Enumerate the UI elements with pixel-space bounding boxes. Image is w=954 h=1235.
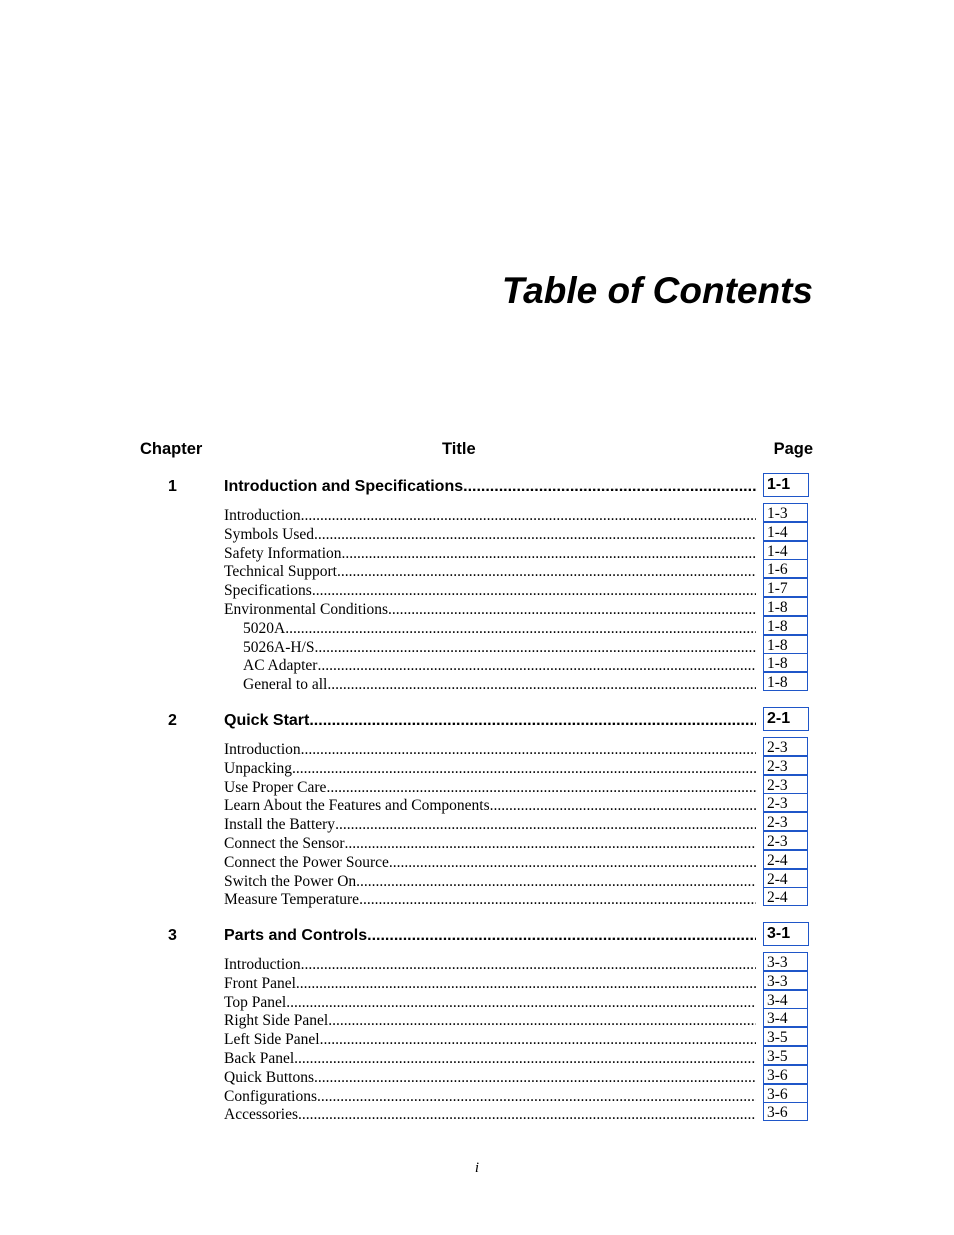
dot-leader: [328, 1012, 756, 1030]
chapter-title: Introduction and Specifications: [224, 478, 464, 495]
section-title: Introduction: [224, 741, 301, 758]
chapter-entry: [0, 478, 954, 500]
section-title: Technical Support: [224, 563, 337, 581]
dot-leader: [337, 563, 756, 581]
section-page-link[interactable]: 1-6: [763, 559, 808, 578]
section-entry: [0, 563, 954, 582]
dot-leader: [317, 657, 756, 675]
dot-leader: [389, 854, 756, 872]
section-entry: [0, 601, 954, 620]
dot-leader: [309, 712, 756, 730]
section-entry: [0, 891, 954, 910]
chapter-number: 2: [168, 712, 177, 729]
section-title: Specifications: [224, 582, 312, 600]
section-title: Introduction: [224, 507, 301, 524]
section-page-link[interactable]: 1-8: [763, 616, 808, 635]
section-title: General to all: [243, 676, 328, 694]
section-title: Top Panel: [224, 993, 287, 1011]
section-page-link[interactable]: 1-3: [763, 503, 808, 522]
section-title: Accessories: [224, 1106, 299, 1124]
section-title: Quick Buttons: [224, 1068, 314, 1086]
dot-leader: [317, 1088, 756, 1106]
chapter-number: 1: [168, 478, 177, 495]
dot-leader: [327, 676, 756, 694]
dot-leader: [312, 582, 756, 600]
section-title: Right Side Panel: [224, 1012, 329, 1030]
section-entry: [0, 1012, 954, 1031]
section-page-link[interactable]: 2-4: [763, 869, 808, 888]
section-entry: [0, 657, 954, 676]
dot-leader: [367, 927, 756, 945]
dot-leader: [320, 1031, 756, 1049]
section-title: 5026A-H/S: [243, 638, 315, 656]
section-entry: [0, 676, 954, 695]
dot-leader: [463, 478, 756, 496]
section-title: Left Side Panel: [224, 1031, 320, 1049]
section-page-link[interactable]: 3-5: [763, 1027, 808, 1046]
section-page-link[interactable]: 2-3: [763, 756, 808, 775]
section-title: Unpacking: [224, 759, 293, 777]
section-page-link[interactable]: 2-3: [763, 831, 808, 850]
chapter-page-link[interactable]: 1-1: [763, 473, 809, 497]
section-entry: [0, 523, 954, 545]
chapter-title: Quick Start: [224, 712, 310, 729]
dot-leader: [292, 760, 756, 778]
dot-leader: [359, 891, 756, 909]
section-entry: [0, 972, 954, 994]
section-page-link[interactable]: 3-5: [763, 1046, 808, 1065]
section-entry: [0, 507, 954, 526]
section-entry: [0, 851, 954, 873]
dot-leader: [294, 1050, 756, 1068]
section-page-link[interactable]: 1-4: [763, 541, 808, 560]
section-entry: [0, 741, 954, 760]
section-entry: [0, 1106, 954, 1125]
section-page-link[interactable]: 1-8: [763, 653, 808, 672]
dot-leader: [301, 741, 756, 759]
dot-leader: [298, 1106, 756, 1124]
section-page-link[interactable]: 3-3: [763, 952, 808, 971]
dot-leader: [285, 620, 756, 638]
section-entry: [0, 542, 954, 564]
section-page-link[interactable]: 1-4: [763, 522, 808, 541]
section-page-link[interactable]: 2-4: [763, 887, 808, 906]
page-title: Table of Contents: [501, 270, 813, 311]
section-page-link[interactable]: 3-4: [763, 990, 808, 1009]
chapter-entry: [0, 712, 954, 734]
chapter-entry: [0, 927, 954, 949]
section-entry: [0, 617, 954, 639]
chapter-page-link[interactable]: 2-1: [763, 707, 809, 731]
section-entry: [0, 1066, 954, 1088]
section-title: Environmental Conditions: [224, 601, 389, 618]
section-title: Symbols Used: [224, 525, 314, 543]
section-page-link[interactable]: 1-7: [763, 578, 808, 597]
dot-leader: [342, 545, 756, 563]
section-title: Use Proper Care: [224, 778, 327, 796]
section-entry: [0, 816, 954, 835]
page-number: i: [474, 1160, 480, 1176]
section-entry: [0, 835, 954, 854]
section-page-link[interactable]: 3-3: [763, 971, 808, 990]
section-title: Learn About the Features and Components: [224, 797, 490, 815]
chapter-title: Parts and Controls: [224, 927, 368, 944]
chapter-number: 3: [168, 927, 177, 944]
dot-leader: [335, 816, 756, 834]
section-entry: [0, 757, 954, 779]
dot-leader: [314, 1069, 756, 1087]
section-page-link[interactable]: 3-6: [763, 1065, 808, 1084]
dot-leader: [490, 797, 756, 815]
section-entry: [0, 636, 954, 658]
section-page-link[interactable]: 2-3: [763, 812, 808, 831]
section-page-link[interactable]: 3-6: [763, 1084, 808, 1103]
section-title: Connect the Power Source: [224, 853, 389, 871]
section-page-link[interactable]: 1-8: [763, 635, 808, 654]
dot-leader: [301, 956, 756, 974]
chapter-column-header: Chapter: [140, 440, 203, 458]
section-title: Introduction: [224, 956, 301, 973]
section-title: Front Panel: [224, 974, 296, 992]
dot-leader: [326, 779, 756, 797]
section-page-link[interactable]: 3-4: [763, 1008, 808, 1027]
page-column-header: Page: [773, 440, 813, 458]
section-title: Install the Battery: [224, 816, 336, 834]
section-page-link[interactable]: 2-3: [763, 737, 808, 756]
section-title: Safety Information: [224, 544, 342, 562]
dot-leader: [296, 975, 756, 993]
dot-leader: [345, 835, 756, 853]
dot-leader: [388, 601, 756, 619]
dot-leader: [356, 873, 756, 891]
section-page-link[interactable]: 2-3: [763, 793, 808, 812]
section-entry: [0, 1050, 954, 1069]
chapter-page-link[interactable]: 3-1: [763, 922, 809, 946]
section-title: Connect the Sensor: [224, 835, 345, 852]
section-title: Back Panel: [224, 1050, 295, 1067]
section-page-link[interactable]: 1-8: [763, 672, 808, 691]
section-entry: [0, 582, 954, 601]
section-page-link[interactable]: 2-3: [763, 775, 808, 794]
section-title: AC Adapter: [243, 657, 318, 675]
section-title: Switch the Power On: [224, 872, 357, 890]
section-page-link[interactable]: 1-8: [763, 597, 808, 616]
section-entry: [0, 1085, 954, 1107]
title-column-header: Title: [442, 440, 476, 458]
dot-leader: [314, 639, 756, 657]
section-entry: [0, 1031, 954, 1050]
section-title: Measure Temperature: [224, 891, 360, 909]
dot-leader: [301, 507, 756, 525]
section-title: 5020A: [243, 619, 286, 637]
section-entry: [0, 776, 954, 798]
dot-leader: [286, 994, 756, 1012]
dot-leader: [314, 526, 756, 544]
section-title: Configurations: [224, 1087, 317, 1105]
section-entry: [0, 797, 954, 816]
section-entry: [0, 956, 954, 975]
section-page-link[interactable]: 3-6: [763, 1102, 808, 1121]
section-entry: [0, 870, 954, 892]
section-entry: [0, 991, 954, 1013]
section-page-link[interactable]: 2-4: [763, 850, 808, 869]
